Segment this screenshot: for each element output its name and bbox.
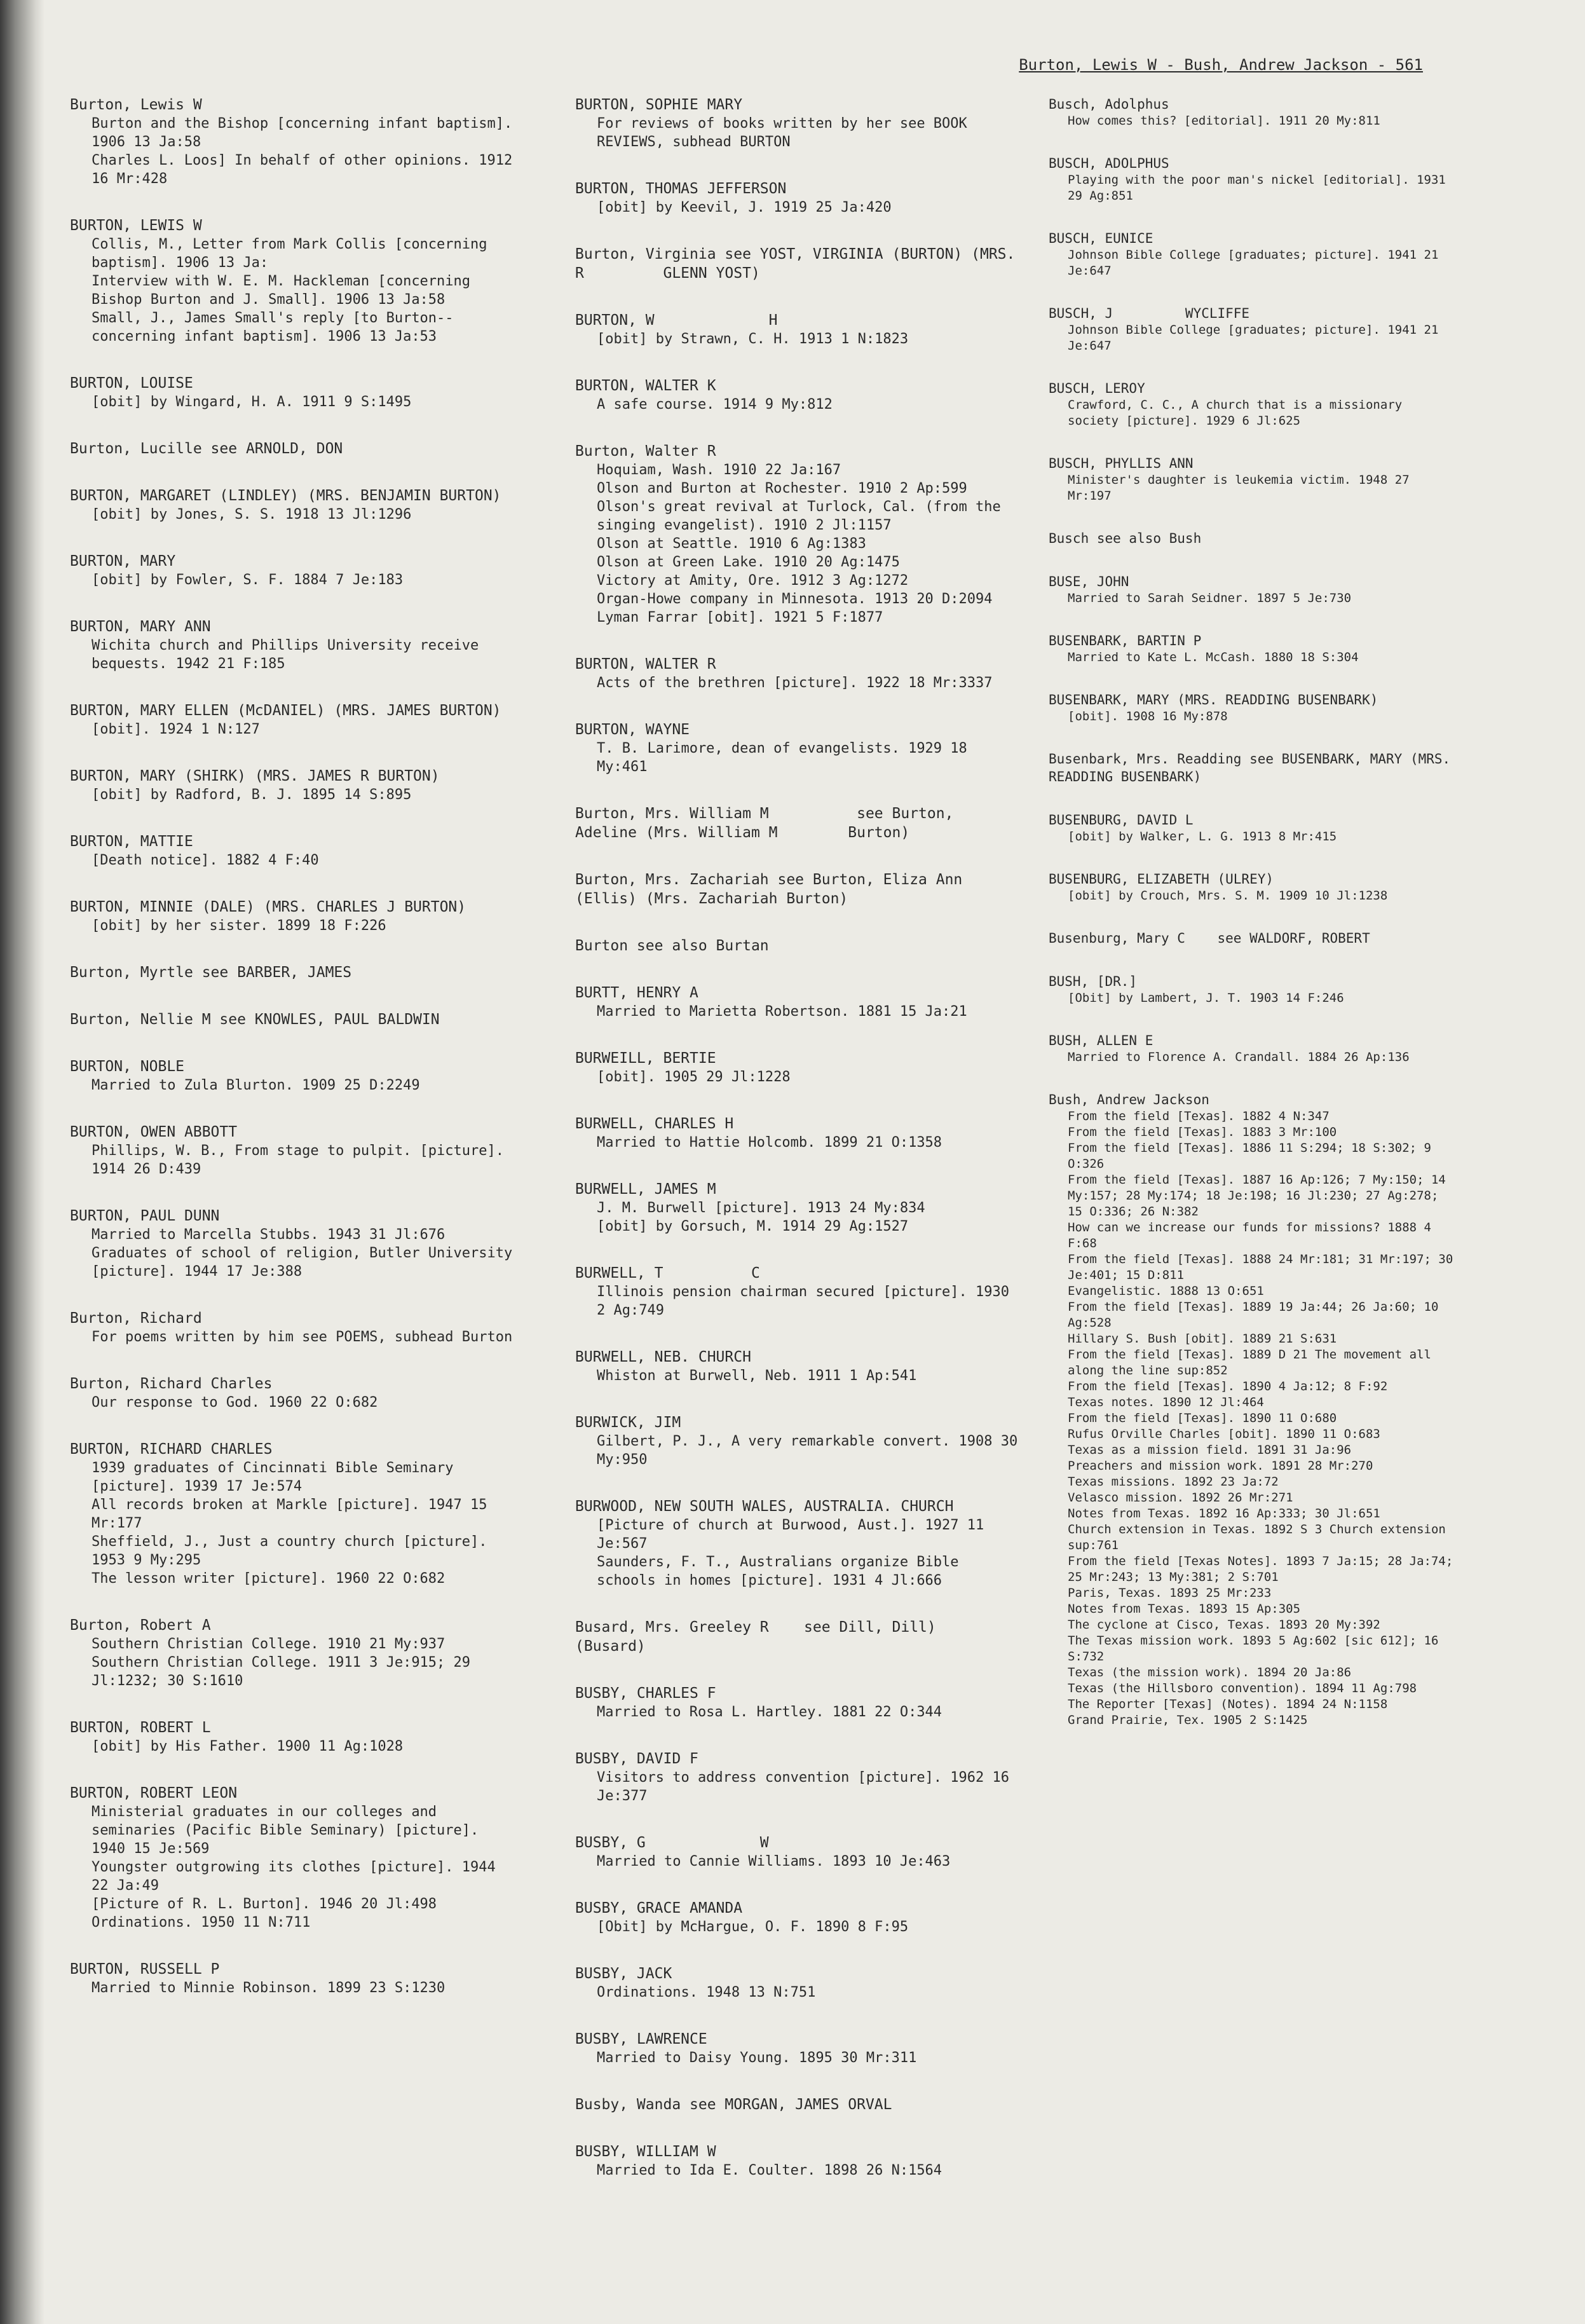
entry-citation: Married to Minnie Robinson. 1899 23 S:1230 [92, 1980, 446, 1996]
index-entry [575, 245, 1024, 283]
entry-heading: BURWELL, CHARLES H [575, 1116, 734, 1132]
entry-heading: BURTON, LEWIS W [70, 217, 202, 234]
entry-heading: BURTON, W H [575, 312, 778, 329]
entry-heading: Burton, Lewis W [70, 97, 202, 113]
index-entry [575, 1413, 1026, 1469]
entry-citation: Minister's daughter is leukemia victim. 1948 27 Mr:197 [1068, 473, 1417, 503]
entry-heading: BURTON, MARGARET (LINDLEY) (MRS. BENJAMIN BURTON) [70, 488, 501, 504]
index-entry [1049, 530, 1455, 547]
entry-citation: Ministerial graduates in our colleges and seminaries (Pacific Bible Seminary) [picture]. 1940 15 Je:569 [92, 1804, 487, 1857]
entry-citation: Sheffield, J., Just a country church [picture]. 1953 9 My:295 [92, 1534, 496, 1568]
entry-citation: Texas notes. 1890 12 Jl:464 [1068, 1395, 1264, 1409]
entry-heading: Burton, Mrs. William M see Burton, Adeline (Mrs. William M Burton) [575, 805, 963, 841]
entry-heading: BUSCH, LEROY [1049, 381, 1145, 396]
book-spine-shadow [0, 0, 44, 2324]
index-entry [70, 1123, 515, 1179]
entry-heading: BURTON, PAUL DUNN [70, 1208, 220, 1224]
index-entry [1049, 691, 1455, 725]
index-entry [70, 1960, 515, 1997]
column-left [70, 95, 521, 2025]
entry-citation: From the field [Texas]. 1887 16 Ap:126; 7 My:150; 14 My:157; 28 My:174; 18 Je:198; 16 Jl:230; 27 Ag:278; 15 O:336; 26 N:382 [1068, 1173, 1453, 1219]
entry-heading: BUSCH, EUNICE [1049, 231, 1153, 246]
entry-heading: BURWELL, T C [575, 1265, 760, 1282]
index-entry [575, 179, 1020, 217]
entry-heading: BUSE, JOHN [1049, 574, 1129, 589]
index-entry [70, 552, 515, 589]
index-entry [575, 1618, 1020, 1656]
entry-citation: [obit]. 1908 16 My:878 [1068, 709, 1228, 723]
entry-citation: Olson at Seattle. 1910 6 Ag:1383 [597, 536, 866, 552]
index-entry [70, 1616, 515, 1690]
entry-citation: Charles L. Loos] In behalf of other opinions. 1912 16 Mr:428 [92, 153, 521, 187]
entry-citation: [obit] by Strawn, C. H. 1913 1 N:1823 [597, 331, 909, 347]
running-header: Burton, Lewis W - Bush, Andrew Jackson - 561 [1019, 56, 1423, 74]
entry-citation: Burton and the Bishop [concerning infant baptism]. 1906 13 Ja:58 [92, 116, 521, 150]
entry-heading: BURTON, WALTER R [575, 656, 716, 673]
entry-citation: Velasco mission. 1892 26 Mr:271 [1068, 1491, 1293, 1505]
entry-citation: From the field [Texas Notes]. 1893 7 Ja:15; 28 Ja:74; 25 Mr:243; 13 My:381; 2 S:701 [1068, 1554, 1460, 1584]
index-entry [70, 216, 515, 346]
entry-heading: BURWICK, JIM [575, 1414, 681, 1431]
index-entry [575, 1348, 1020, 1385]
index-entry [575, 1497, 1020, 1590]
entry-heading: BURTON, SOPHIE MARY [575, 97, 743, 113]
entry-citation: Ordinations. 1950 11 N:711 [92, 1915, 311, 1931]
entry-citation: 1939 graduates of Cincinnati Bible Seminary [picture]. 1939 17 Je:574 [92, 1460, 462, 1494]
index-entry [575, 1964, 1020, 2002]
entry-heading: BUSENBURG, DAVID L [1049, 812, 1194, 828]
index-entry [575, 1180, 1020, 1236]
index-entry [1049, 455, 1455, 504]
entry-heading: Busenbark, Mrs. Readding see BUSENBARK, MARY (MRS. READDING BUSENBARK) [1049, 751, 1459, 784]
entry-citation: For reviews of books written by her see BOOK REVIEWS, subhead BURTON [597, 116, 976, 150]
entry-citation: How comes this? [editorial]. 1911 20 My:811 [1068, 114, 1380, 128]
index-entry [70, 1374, 515, 1412]
index-entry [1049, 95, 1455, 129]
index-entry [575, 936, 1020, 955]
entry-heading: BURTON, ROBERT LEON [70, 1785, 238, 1801]
index-entry [1049, 750, 1459, 786]
index-entry [575, 1749, 1020, 1805]
entry-heading: Burton, Robert A [70, 1617, 211, 1634]
entry-citation: From the field [Texas]. 1882 4 N:347 [1068, 1109, 1330, 1123]
entry-heading: Burton, Walter R [575, 443, 716, 460]
entry-citation: Hillary S. Bush [obit]. 1889 21 S:631 [1068, 1332, 1337, 1346]
entry-heading: BURWEILL, BERTIE [575, 1050, 716, 1067]
index-entry [1049, 811, 1455, 845]
entry-citation: From the field [Texas]. 1886 11 S:294; 18 S:302; 9 O:326 [1068, 1141, 1439, 1171]
entry-heading: Burton, Virginia see YOST, VIRGINIA (BURTON) (MRS. R GLENN YOST) [575, 246, 1024, 282]
entry-citation: [obit] by her sister. 1899 18 F:226 [92, 918, 386, 934]
entry-citation: Married to Florence A. Crandall. 1884 26 Ap:136 [1068, 1050, 1410, 1064]
index-entry [1049, 870, 1455, 904]
entry-citation: [obit]. 1905 29 Jl:1228 [597, 1069, 791, 1085]
entry-citation: [Picture of church at Burwood, Aust.]. 1927 11 Je:567 [597, 1517, 993, 1552]
entry-heading: BURTON, THOMAS JEFFERSON [575, 181, 787, 197]
entry-citation: Acts of the brethren [picture]. 1922 18 Mr:3337 [597, 675, 993, 691]
entry-heading: BURTON, MINNIE (DALE) (MRS. CHARLES J BURTON) [70, 899, 466, 915]
entry-citation: Whiston at Burwell, Neb. 1911 1 Ap:541 [597, 1368, 917, 1384]
entry-citation: From the field [Texas]. 1890 11 O:680 [1068, 1411, 1337, 1425]
index-entry [1049, 632, 1455, 666]
index-entry [1049, 304, 1455, 354]
index-entry [575, 655, 1020, 692]
index-entry [575, 1833, 1020, 1871]
index-entry [575, 2030, 1020, 2067]
index-entry [575, 720, 1020, 776]
index-entry [575, 1684, 1020, 1721]
entry-heading: BUSCH, ADOLPHUS [1049, 156, 1169, 171]
entry-heading: BURWELL, JAMES M [575, 1181, 716, 1198]
index-entry [1049, 229, 1455, 279]
entry-citation: Married to Kate L. McCash. 1880 18 S:304 [1068, 650, 1359, 664]
entry-heading: BURTT, HENRY A [575, 985, 698, 1001]
entry-citation: Youngster outgrowing its clothes [picture]. 1944 22 Ja:49 [92, 1859, 505, 1894]
entry-citation: Church extension in Texas. 1892 S 3 Church extension sup:761 [1068, 1522, 1453, 1552]
index-entry [575, 983, 1020, 1021]
index-entry [575, 311, 1020, 348]
index-entry [1049, 154, 1455, 204]
index-entry [575, 1049, 1020, 1086]
entry-citation: Married to Ida E. Coulter. 1898 26 N:1564 [597, 2163, 942, 2178]
entry-citation: Lyman Farrar [obit]. 1921 5 F:1877 [597, 610, 883, 625]
entry-citation: Johnson Bible College [graduates; picture]. 1941 21 Je:647 [1068, 248, 1446, 278]
entry-citation: All records broken at Markle [picture]. 1947 15 Mr:177 [92, 1497, 496, 1531]
entry-heading: BUSBY, LAWRENCE [575, 2031, 707, 2047]
entry-citation: [obit] by Walker, L. G. 1913 8 Mr:415 [1068, 830, 1337, 844]
index-entry [70, 617, 515, 673]
entry-citation: Married to Marcella Stubbs. 1943 31 Jl:676 [92, 1227, 446, 1243]
entry-citation: Phillips, W. B., From stage to pulpit. [picture]. 1914 26 D:439 [92, 1143, 513, 1177]
index-entry [1049, 1032, 1455, 1065]
entry-citation: Interview with W. E. M. Hackleman [concerning Bishop Burton and J. Small]. 1906 13 Ja:58 [92, 273, 479, 308]
entry-citation: Victory at Amity, Ore. 1912 3 Ag:1272 [597, 573, 909, 589]
entry-citation: Gilbert, P. J., A very remarkable convert. 1908 30 My:950 [597, 1433, 1026, 1468]
entry-citation: [obit] by His Father. 1900 11 Ag:1028 [92, 1739, 404, 1754]
index-entry [575, 2095, 1020, 2114]
entry-citation: Graduates of school of religion, Butler University [picture]. 1944 17 Je:388 [92, 1245, 521, 1280]
entry-citation: Notes from Texas. 1892 16 Ap:333; 30 Jl:651 [1068, 1507, 1380, 1521]
entry-heading: BUSBY, G W [575, 1835, 769, 1851]
entry-citation: The cyclone at Cisco, Texas. 1893 20 My:392 [1068, 1618, 1380, 1632]
index-entry [1049, 379, 1455, 429]
entry-citation: Olson and Burton at Rochester. 1910 2 Ap:599 [597, 481, 967, 496]
index-entry [70, 1440, 515, 1588]
index-entry [1049, 1091, 1460, 1728]
entry-heading: BUSENBURG, ELIZABETH (ULREY) [1049, 871, 1274, 887]
entry-heading: BUSBY, GRACE AMANDA [575, 1900, 743, 1917]
entry-citation: From the field [Texas]. 1883 3 Mr:100 [1068, 1125, 1337, 1139]
entry-citation: Texas as a mission field. 1891 31 Ja:96 [1068, 1443, 1352, 1457]
entry-heading: BUSBY, WILLIAM W [575, 2143, 716, 2160]
entry-heading: Burton see also Burtan [575, 938, 769, 954]
entry-citation: [obit] by Jones, S. S. 1918 13 Jl:1296 [92, 507, 412, 523]
entry-citation: Olson's great revival at Turlock, Cal. (from the singing evangelist). 1910 2 Jl:1157 [597, 499, 1010, 533]
entry-heading: BURTON, MARY ANN [70, 619, 211, 635]
index-entry [575, 1899, 1020, 1936]
entry-heading: BURTON, MARY (SHIRK) (MRS. JAMES R BURTON) [70, 768, 440, 784]
entry-citation: A safe course. 1914 9 My:812 [597, 397, 833, 413]
entry-heading: BURTON, MARY [70, 553, 176, 570]
entry-heading: Busch, Adolphus [1049, 97, 1169, 112]
entry-citation: Evangelistic. 1888 13 O:651 [1068, 1284, 1264, 1298]
entry-heading: BURTON, ROBERT L [70, 1719, 211, 1736]
entry-citation: J. M. Burwell [picture]. 1913 24 My:834 [597, 1200, 925, 1216]
entry-heading: Burton, Myrtle see BARBER, JAMES [70, 964, 352, 981]
entry-heading: Busch see also Bush [1049, 531, 1202, 546]
entry-citation: Married to Daisy Young. 1895 30 Mr:311 [597, 2050, 917, 2066]
entry-citation: [obit] by Radford, B. J. 1895 14 S:895 [92, 787, 412, 803]
entry-heading: BUSCH, PHYLLIS ANN [1049, 456, 1194, 471]
entry-citation: Our response to God. 1960 22 O:682 [92, 1395, 378, 1411]
entry-citation: The Reporter [Texas] (Notes). 1894 24 N:1158 [1068, 1697, 1388, 1711]
entry-heading: BUSBY, JACK [575, 1965, 672, 1982]
entry-heading: BURTON, RICHARD CHARLES [70, 1441, 273, 1458]
entry-heading: Burton, Richard Charles [70, 1376, 273, 1392]
entry-heading: BUSH, ALLEN E [1049, 1033, 1153, 1048]
entry-citation: Rufus Orville Charles [obit]. 1890 11 O:683 [1068, 1427, 1380, 1441]
entry-citation: Married to Cannie Williams. 1893 10 Je:463 [597, 1854, 951, 1869]
entry-citation: Johnson Bible College [graduates; picture]. 1941 21 Je:647 [1068, 323, 1446, 353]
entry-heading: BURTON, RUSSELL P [70, 1961, 220, 1978]
entry-citation: Crawford, C. C., A church that is a missionary society [picture]. 1929 6 Jl:625 [1068, 398, 1410, 428]
index-entry [575, 2142, 1020, 2180]
entry-heading: BUSENBARK, BARTIN P [1049, 633, 1202, 648]
entry-citation: Organ-Howe company in Minnesota. 1913 20 D:2094 [597, 591, 993, 607]
index-entry [575, 1264, 1020, 1320]
entry-citation: From the field [Texas]. 1888 24 Mr:181; 31 Mr:197; 30 Je:401; 15 D:811 [1068, 1252, 1460, 1282]
entry-citation: [obit] by Gorsuch, M. 1914 29 Ag:1527 [597, 1219, 909, 1234]
entry-heading: Burton, Mrs. Zachariah see Burton, Eliza Ann (Ellis) (Mrs. Zachariah Burton) [575, 871, 972, 907]
entry-citation: Preachers and mission work. 1891 28 Mr:270 [1068, 1459, 1373, 1473]
entry-citation: Married to Zula Blurton. 1909 25 D:2249 [92, 1077, 420, 1093]
entry-citation: T. B. Larimore, dean of evangelists. 1929 18 My:461 [597, 741, 976, 775]
entry-citation: [Death notice]. 1882 4 F:40 [92, 852, 319, 868]
entry-heading: Burton, Lucille see ARNOLD, DON [70, 441, 343, 457]
index-entry [1049, 929, 1455, 947]
index-entry [70, 439, 515, 458]
index-entry [70, 701, 515, 739]
entry-citation: Wichita church and Phillips University receive bequests. 1942 21 F:185 [92, 638, 487, 672]
entry-heading: BURTON, WAYNE [575, 721, 690, 738]
entry-citation: Olson at Green Lake. 1910 20 Ag:1475 [597, 554, 900, 570]
entry-heading: BURTON, NOBLE [70, 1058, 185, 1075]
entry-citation: How can we increase our funds for missions? 1888 4 F:68 [1068, 1220, 1439, 1250]
entry-citation: [obit] by Crouch, Mrs. S. M. 1909 10 Jl:1238 [1068, 889, 1388, 903]
index-entry [70, 1784, 515, 1932]
entry-citation: Southern Christian College. 1911 3 Je:915; 29 Jl:1232; 30 S:1610 [92, 1655, 479, 1689]
entry-citation: The Texas mission work. 1893 5 Ag:602 [sic 612]; 16 S:732 [1068, 1634, 1446, 1664]
index-entry [70, 486, 515, 524]
entry-heading: Burton, Richard [70, 1310, 202, 1327]
index-entry [70, 898, 515, 935]
entry-heading: Busby, Wanda see MORGAN, JAMES ORVAL [575, 2096, 892, 2113]
entry-citation: Saunders, F. T., Australians organize Bible schools in homes [picture]. 1931 4 Jl:666 [597, 1554, 967, 1589]
index-entry [70, 374, 515, 411]
entry-citation: Texas missions. 1892 23 Ja:72 [1068, 1475, 1279, 1489]
entry-heading: Burton, Nellie M see KNOWLES, PAUL BALDWIN [70, 1011, 440, 1028]
entry-citation: Illinois pension chairman secured [picture]. 1930 2 Ag:749 [597, 1284, 1018, 1318]
entry-citation: Married to Marietta Robertson. 1881 15 Ja:21 [597, 1004, 967, 1020]
index-entry [70, 832, 515, 870]
entry-citation: Notes from Texas. 1893 15 Ap:305 [1068, 1602, 1301, 1616]
entry-heading: BURWOOD, NEW SOUTH WALES, AUSTRALIA. CHURCH [575, 1498, 954, 1515]
entry-citation: From the field [Texas]. 1890 4 Ja:12; 8 F:92 [1068, 1379, 1388, 1393]
index-entry [1049, 573, 1455, 606]
entry-heading: BUSH, [DR.] [1049, 974, 1138, 989]
index-entry [70, 767, 515, 804]
entry-citation: The lesson writer [picture]. 1960 22 O:682 [92, 1571, 446, 1587]
entry-heading: Bush, Andrew Jackson [1049, 1092, 1209, 1107]
entry-heading: Busenburg, Mary C see WALDORF, ROBERT [1049, 931, 1370, 946]
column-right [1049, 95, 1460, 1754]
entry-heading: BUSBY, DAVID F [575, 1751, 698, 1767]
entry-heading: BURTON, MARY ELLEN (McDANIEL) (MRS. JAMES BURTON) [70, 702, 501, 719]
index-entry [575, 95, 1020, 151]
index-entry [70, 1010, 515, 1029]
entry-heading: BUSBY, CHARLES F [575, 1685, 716, 1702]
entry-citation: From the field [Texas]. 1889 D 21 The movement all along the line sup:852 [1068, 1348, 1439, 1377]
index-entry [70, 1206, 521, 1281]
entry-citation: Southern Christian College. 1910 21 My:937 [92, 1636, 446, 1652]
index-entry [1049, 973, 1455, 1006]
entry-citation: [Obit] by Lambert, J. T. 1903 14 F:246 [1068, 991, 1344, 1005]
entry-citation: [obit] by Keevil, J. 1919 25 Ja:420 [597, 200, 892, 215]
entry-citation: Small, J., James Small's reply [to Burton--concerning infant baptism]. 1906 13 Ja:53 [92, 310, 454, 345]
entry-citation: Married to Sarah Seidner. 1897 5 Je:730 [1068, 591, 1352, 605]
entry-citation: Texas (the Hillsboro convention). 1894 11 Ag:798 [1068, 1681, 1417, 1695]
entry-heading: BURTON, MATTIE [70, 833, 193, 850]
column-middle [575, 95, 1026, 2208]
entry-heading: BURTON, WALTER K [575, 378, 716, 394]
entry-citation: Ordinations. 1948 13 N:751 [597, 1985, 816, 2000]
entry-citation: [obit] by Wingard, H. A. 1911 9 S:1495 [92, 394, 412, 410]
entry-citation: Married to Hattie Holcomb. 1899 21 O:1358 [597, 1135, 942, 1151]
index-entry [575, 1114, 1020, 1152]
index-entry [575, 376, 1020, 414]
entry-heading: BUSCH, J WYCLIFFE [1049, 306, 1250, 321]
entry-citation: Visitors to address convention [picture]. 1962 16 Je:377 [597, 1770, 1018, 1804]
entry-citation: [Picture of R. L. Burton]. 1946 20 Jl:498 [92, 1896, 437, 1912]
index-entry [70, 1057, 515, 1095]
entry-citation: [obit] by Fowler, S. F. 1884 7 Je:183 [92, 572, 404, 588]
entry-heading: BURTON, OWEN ABBOTT [70, 1124, 238, 1140]
entry-heading: Busard, Mrs. Greeley R see Dill, Dill) (Busard) [575, 1619, 1007, 1655]
index-entry [575, 442, 1020, 627]
index-entry [70, 1309, 515, 1346]
entry-citation: Collis, M., Letter from Mark Collis [concerning baptism]. 1906 13 Ja: [92, 236, 496, 271]
index-entry [70, 95, 521, 188]
entry-citation: Playing with the poor man's nickel [editorial]. 1931 29 Ag:851 [1068, 173, 1453, 203]
index-entry [575, 870, 1020, 908]
entry-heading: BURTON, LOUISE [70, 375, 193, 392]
entry-citation: [Obit] by McHargue, O. F. 1890 8 F:95 [597, 1919, 909, 1935]
entry-heading: BURWELL, NEB. CHURCH [575, 1349, 751, 1365]
entry-heading: BUSENBARK, MARY (MRS. READDING BUSENBARK) [1049, 692, 1378, 707]
entry-citation: For poems written by him see POEMS, subhead Burton [92, 1329, 513, 1345]
index-entry [575, 804, 1020, 842]
entry-citation: Hoquiam, Wash. 1910 22 Ja:167 [597, 462, 841, 478]
entry-citation: Texas (the mission work). 1894 20 Ja:86 [1068, 1665, 1352, 1679]
entry-citation: Paris, Texas. 1893 25 Mr:233 [1068, 1586, 1272, 1600]
entry-citation: [obit]. 1924 1 N:127 [92, 721, 260, 737]
entry-citation: From the field [Texas]. 1889 19 Ja:44; 26 Ja:60; 10 Ag:528 [1068, 1300, 1446, 1330]
entry-citation: Married to Rosa L. Hartley. 1881 22 O:344 [597, 1704, 942, 1720]
index-entry [70, 1718, 515, 1756]
entry-citation: Grand Prairie, Tex. 1905 2 S:1425 [1068, 1713, 1308, 1727]
index-entry [70, 963, 515, 982]
